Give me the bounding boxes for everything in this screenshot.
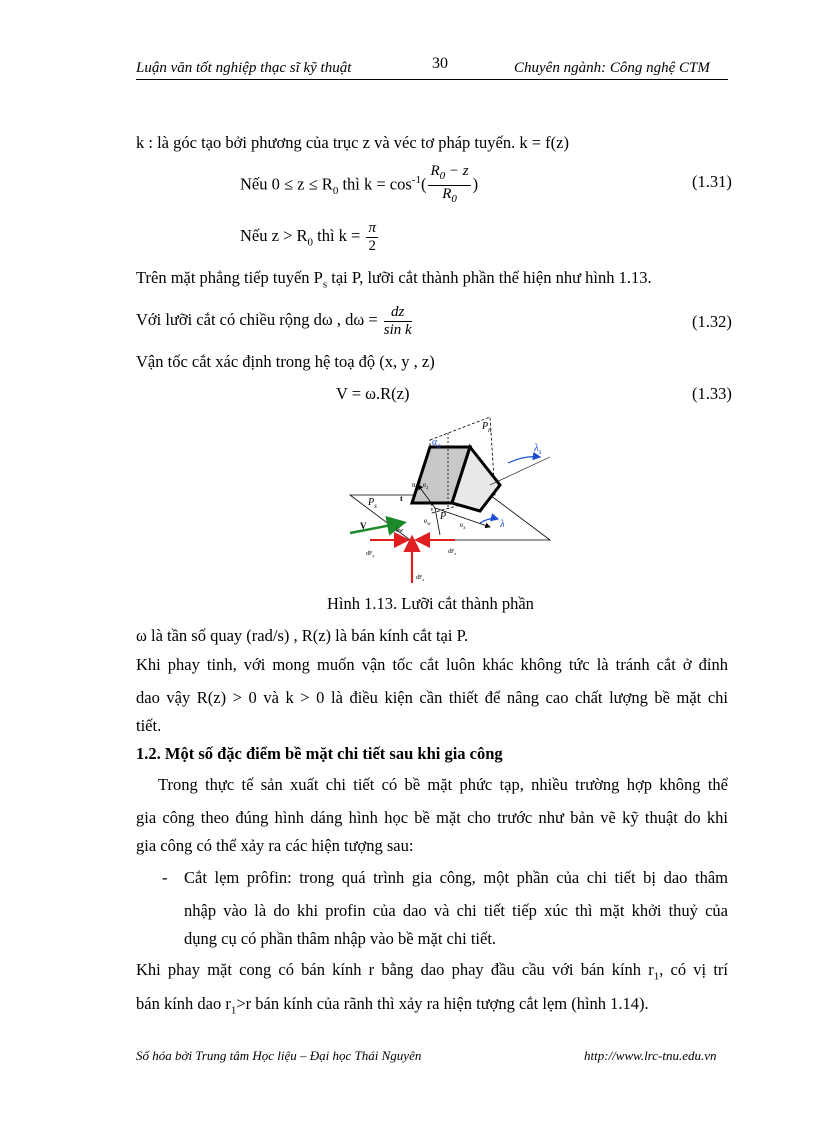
footer-left: Số hóa bởi Trung tâm Học liệu – Đại học Thái Nguyên xyxy=(136,1048,422,1063)
eq131-prefix-sub: 0 xyxy=(332,184,339,197)
label-dfx: $dF_x$ xyxy=(448,549,457,556)
eqpi-num: π xyxy=(368,219,376,236)
eq131-open: ( xyxy=(420,174,427,194)
plane-text-a: Trên mặt phẳng tiếp tuyến P xyxy=(136,268,323,287)
page-number: 30 xyxy=(432,55,448,72)
label-lambda-s: $\lambda_s$ xyxy=(534,442,542,456)
lambda-s-arc xyxy=(508,457,540,463)
bullet-l2: nhập vào là do khi profin của dao và chi tiết tiếp xúc thì mặt khởi thuỷ của xyxy=(184,901,728,920)
equation-1-31 xyxy=(240,160,478,211)
eq131-prefix: Nếu 0 ≤ z ≤ R xyxy=(240,174,333,194)
plane-text-b: tại P, lưỡi cắt thành phần thể hiện như hình 1.13. xyxy=(327,268,652,287)
label-ex: $e_x$ xyxy=(460,521,466,531)
k-definition: k : là góc tạo bởi phương của trục z và véc tơ pháp tuyến. k = f(z) xyxy=(136,133,569,152)
eq131-num-b: − z xyxy=(445,163,469,180)
eqpi-den: 2 xyxy=(368,237,376,254)
header-rule xyxy=(136,79,728,80)
lambda-s-guide xyxy=(490,457,550,485)
figure-caption: Hình 1.13. Lưỡi cắt thành phần xyxy=(327,594,534,613)
label-lambda-right: λ xyxy=(500,518,505,530)
bullet-l3: dụng cụ có phần thâm nhập vào bề mặt chi tiết. xyxy=(184,929,497,948)
eq131-sup: -1 xyxy=(411,174,421,186)
footer-right: http://www.lrc-tnu.edu.vn xyxy=(584,1048,717,1063)
label-alpha: $\alpha_n$ xyxy=(432,437,441,450)
eq132-fraction xyxy=(384,304,412,339)
label-dw: dw xyxy=(396,528,404,534)
equation-1-32 xyxy=(136,300,414,340)
eqpi-prefix: Nếu z > R xyxy=(240,226,308,245)
eq132-text: Với lưỡi cắt có chiều rộng dω , dω = xyxy=(136,310,382,329)
equation-1-33: V = ω.R(z) xyxy=(336,384,410,403)
equation-pi-half xyxy=(240,216,380,262)
para3-l2-a: bán kính dao r xyxy=(136,994,231,1013)
para3-l1-a: Khi phay mặt cong có bán kính r bằng dao phay đầu cầu với bán kính r xyxy=(136,960,654,979)
eq131-den: R xyxy=(442,186,452,203)
label-p: P xyxy=(440,511,447,522)
paragraph-intro-l2: gia công theo đúng hình dáng hình học bề mặt cho trước như bản vẽ kỹ thuật do khi xyxy=(136,808,728,827)
label-t: t xyxy=(400,494,403,503)
eq132-num: dz xyxy=(384,304,412,322)
omega-text: ω là tần số quay (rad/s) , R(z) là bán kính cắt tại P. xyxy=(136,626,469,645)
eq131-mid: thì k = cos xyxy=(338,174,412,194)
para3-l2-b: >r bán kính của rãnh thì xảy ra hiện tượng cắt lẹm (hình 1.14). xyxy=(236,994,649,1013)
eq131-fraction xyxy=(428,163,470,208)
header-left: Luận văn tốt nghiệp thạc sĩ kỹ thuật xyxy=(136,60,352,76)
eqpi-prefix-sub: 0 xyxy=(307,236,313,249)
tangent-plane-text xyxy=(136,268,652,294)
paragraph-finishing-l3: tiết. xyxy=(136,716,162,735)
para3-l1-b: , có vị trí xyxy=(659,960,728,979)
figure-cutting-edge xyxy=(340,415,560,585)
bullet-dash: - xyxy=(162,868,168,887)
eq131-den-sub: 0 xyxy=(451,193,457,206)
eqpi-mid: thì k = xyxy=(313,226,365,245)
label-dfy: $dF_y$ xyxy=(366,551,375,558)
label-dfz: $dF_z$ xyxy=(416,575,425,582)
para3-l2-sub: 1 xyxy=(230,1004,237,1017)
para3-l1-sub: 1 xyxy=(653,970,660,983)
paragraph-finishing-l2: dao vậy R(z) > 0 và k > 0 là điều kiện cần thiết để nâng cao chất lượng bề mặt chi xyxy=(136,688,728,707)
lambda-right-arc xyxy=(480,519,498,524)
eq131-num-a: R xyxy=(430,163,440,180)
eq133-number: (1.33) xyxy=(692,384,732,403)
eq131-close: ) xyxy=(472,174,479,194)
section-heading: 1.2. Một số đặc điểm bề mặt chi tiết sau khi gia công xyxy=(136,744,503,763)
label-n-eq: $n = e_z$ xyxy=(412,481,429,491)
eq132-number: (1.32) xyxy=(692,312,732,331)
bullet-l1: Cắt lẹm prôfin: trong quá trình gia công, một phần của chi tiết bị dao thâm xyxy=(184,868,728,887)
label-v: V xyxy=(360,521,367,531)
paragraph-finishing-l1: Khi phay tinh, với mong muốn vận tốc cắt luôn khác không tức là tránh cắt ở đỉnh xyxy=(136,655,728,674)
plane-text-sub: s xyxy=(322,278,328,291)
label-ps: $P_s$ xyxy=(368,497,377,510)
label-ew: $e_w$ xyxy=(424,517,431,527)
eq131-num-a-sub: 0 xyxy=(439,170,446,183)
eqpi-fraction xyxy=(366,220,378,255)
paragraph-undercut-l1 xyxy=(136,953,728,993)
paragraph-intro-l1: Trong thực tế sản xuất chi tiết có bề mặt phức tạp, nhiều trường hợp không thể xyxy=(158,775,728,794)
label-pn: $P_n$ xyxy=(482,421,492,434)
eq132-den: sin k xyxy=(383,321,412,338)
paragraph-intro-l3: gia công có thể xảy ra các hiện tượng sau: xyxy=(136,836,414,855)
paragraph-undercut-l2 xyxy=(136,994,649,1020)
velocity-text: Vận tốc cắt xác định trong hệ toạ độ (x, y , z) xyxy=(136,352,435,371)
eq131-number: (1.31) xyxy=(692,172,732,191)
header-right: Chuyên ngành: Công nghệ CTM xyxy=(514,60,710,76)
